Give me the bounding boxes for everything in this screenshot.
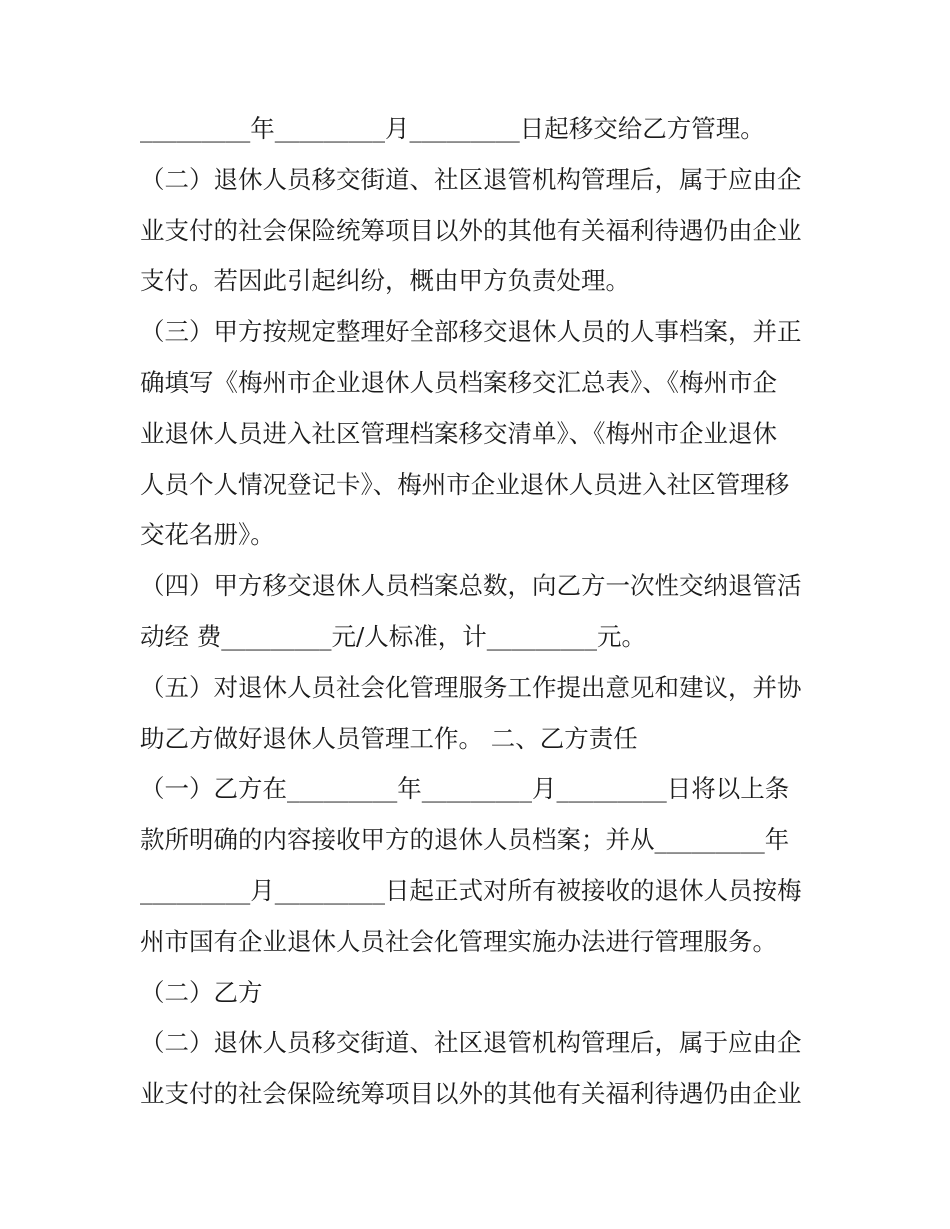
text-line-content: 款所明确的内容接收甲方的退休人员档案；并从_________年: [140, 825, 790, 855]
document-body: [140, 104, 820, 1120]
text-line-content: 业支付的社会保险统筹项目以外的其他有关福利待遇仍由企业: [140, 1079, 802, 1109]
text-line-content: 动经 费_________元/人标准，计_________元。: [140, 621, 647, 651]
text-line-content: （四）甲方移交退休人员档案总数，向乙方一次性交纳退管活: [140, 571, 802, 601]
text-line-content: 支付。若因此引起纠纷，概由甲方负责处理。: [140, 266, 630, 296]
text-line: [140, 866, 820, 917]
text-line-content: 助乙方做好退休人员管理工作。 二、乙方责任: [140, 723, 638, 753]
text-line-content: 人员个人情况登记卡》、梅州市企业退休人员进入社区管理移: [140, 469, 790, 499]
text-line: [140, 663, 820, 714]
text-line: [140, 104, 820, 155]
text-line: [140, 409, 820, 460]
text-line: [140, 155, 820, 206]
text-line: [140, 968, 820, 1019]
text-line: [140, 714, 820, 765]
text-line-content: （五）对退休人员社会化管理服务工作提出意见和建议，并协: [140, 672, 802, 702]
text-line: [140, 764, 820, 815]
text-line: [140, 815, 820, 866]
text-line-content: （二）退休人员移交街道、社区退管机构管理后，属于应由企: [140, 164, 802, 194]
text-line-content: _________月_________日起正式对所有被接收的退休人员按梅: [140, 875, 802, 905]
text-line-content: _________年_________月_________日起移交给乙方管理。: [140, 114, 765, 143]
text-line: [140, 256, 820, 307]
text-line: [140, 612, 820, 663]
text-line: [140, 1018, 820, 1069]
text-line: [140, 460, 820, 511]
text-line: [140, 206, 820, 257]
text-line-content: （三）甲方按规定整理好全部移交退休人员的人事档案，并正: [140, 317, 802, 347]
text-line-content: （二）乙方: [140, 977, 263, 1007]
text-line-content: （二）退休人员移交街道、社区退管机构管理后，属于应由企: [140, 1028, 802, 1058]
text-line: [140, 307, 820, 358]
text-line: [140, 358, 820, 409]
text-line-content: （一）乙方在_________年_________月_________日将以上条: [140, 774, 790, 804]
text-line-content: 州市国有企业退休人员社会化管理实施办法进行管理服务。: [140, 926, 777, 956]
text-line-content: 交花名册》。: [140, 520, 275, 550]
text-line-content: 业支付的社会保险统筹项目以外的其他有关福利待遇仍由企业: [140, 215, 802, 245]
text-line: [140, 561, 820, 612]
text-line-content: 确填写《梅州市企业退休人员档案移交汇总表》、《梅州市企: [140, 367, 777, 397]
text-line: [140, 510, 820, 561]
text-line: [140, 1069, 820, 1120]
text-line-content: 业退休人员进入社区管理档案移交清单》、《梅州市企业退休: [140, 418, 777, 448]
text-line: [140, 917, 820, 968]
